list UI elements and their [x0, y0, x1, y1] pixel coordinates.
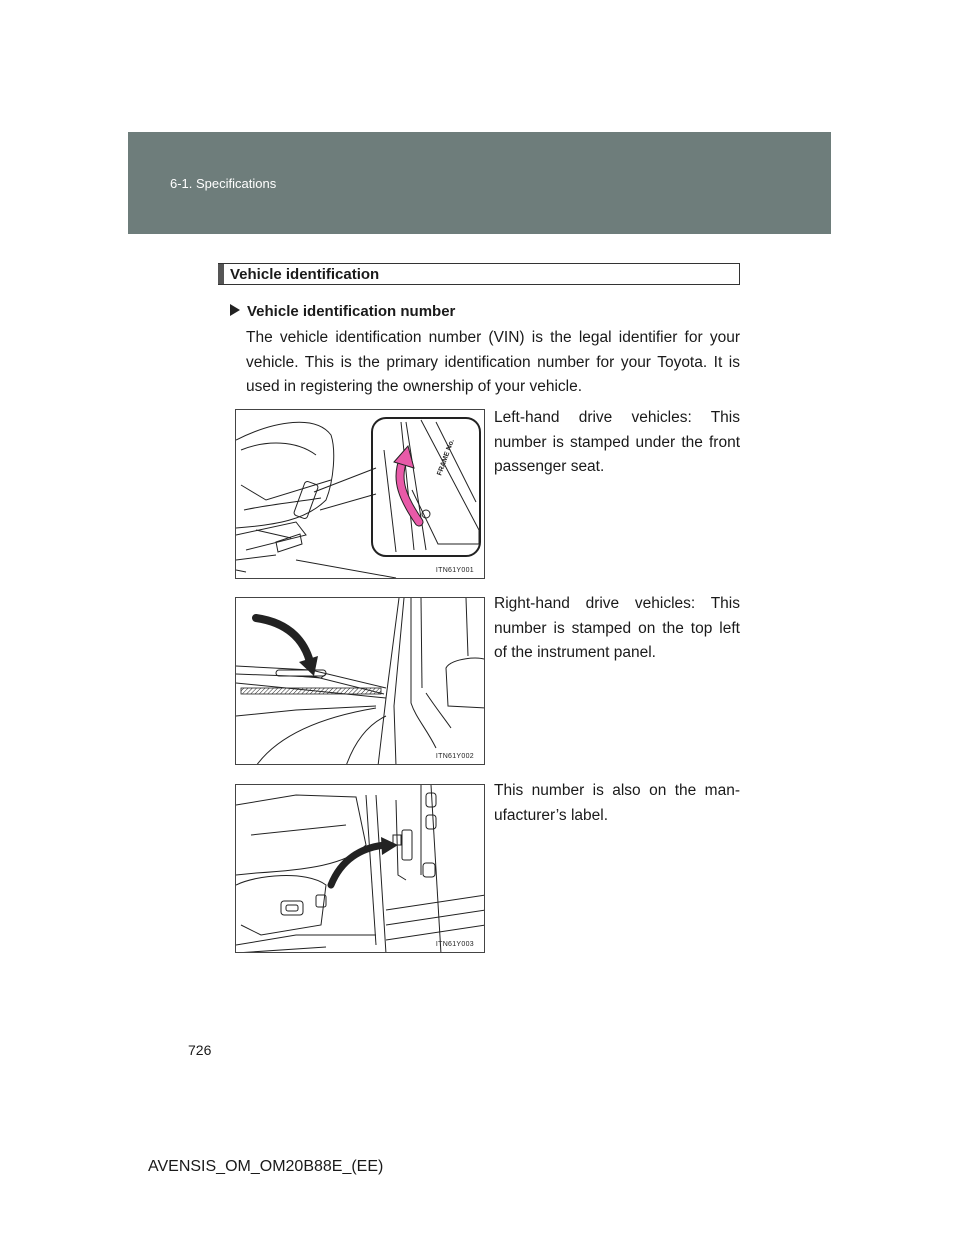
door-pillar-label-illustration [236, 785, 485, 953]
frame-no-label: FRAME No. [436, 438, 456, 477]
figure-caption: This number is also on the man-ufacturer’s label. [494, 782, 740, 824]
figure-code: ITN61Y002 [435, 753, 474, 760]
figure-code: ITN61Y001 [435, 567, 474, 574]
bullet-triangle-icon [230, 304, 240, 316]
section-title-bar [218, 264, 224, 284]
figure-instrument-panel [235, 597, 485, 765]
section-title: Vehicle identification [230, 266, 380, 283]
vin-description: The vehicle identification number (VIN) is the legal identifier for your vehicle. This is the primary identification number for your Toyota. It is used in registering the ownership of your vehicle. [246, 329, 740, 395]
figure-caption: Right-hand drive vehicles: This number is stamped on the top left of the instrument panel. [494, 595, 740, 661]
figure-code: ITN61Y003 [435, 941, 474, 948]
figure-caption: Left-hand drive vehicles: This number is stamped under the front passenger seat. [494, 409, 740, 475]
breadcrumb: 6-1. Specifications [170, 176, 277, 191]
subsection-title: Vehicle identification number [247, 303, 456, 320]
footer-doc-id: AVENSIS_OM_OM20B88E_(EE) [148, 1158, 384, 1175]
figure-door-pillar-label [235, 784, 485, 953]
seat-frame-number-illustration [236, 410, 485, 579]
page-number: 726 [188, 1042, 212, 1058]
subsection-heading [230, 303, 455, 320]
section-title-box [218, 263, 740, 285]
page-header [128, 132, 831, 234]
instrument-panel-illustration [236, 598, 485, 765]
figure-seat-frame-number [235, 409, 485, 579]
